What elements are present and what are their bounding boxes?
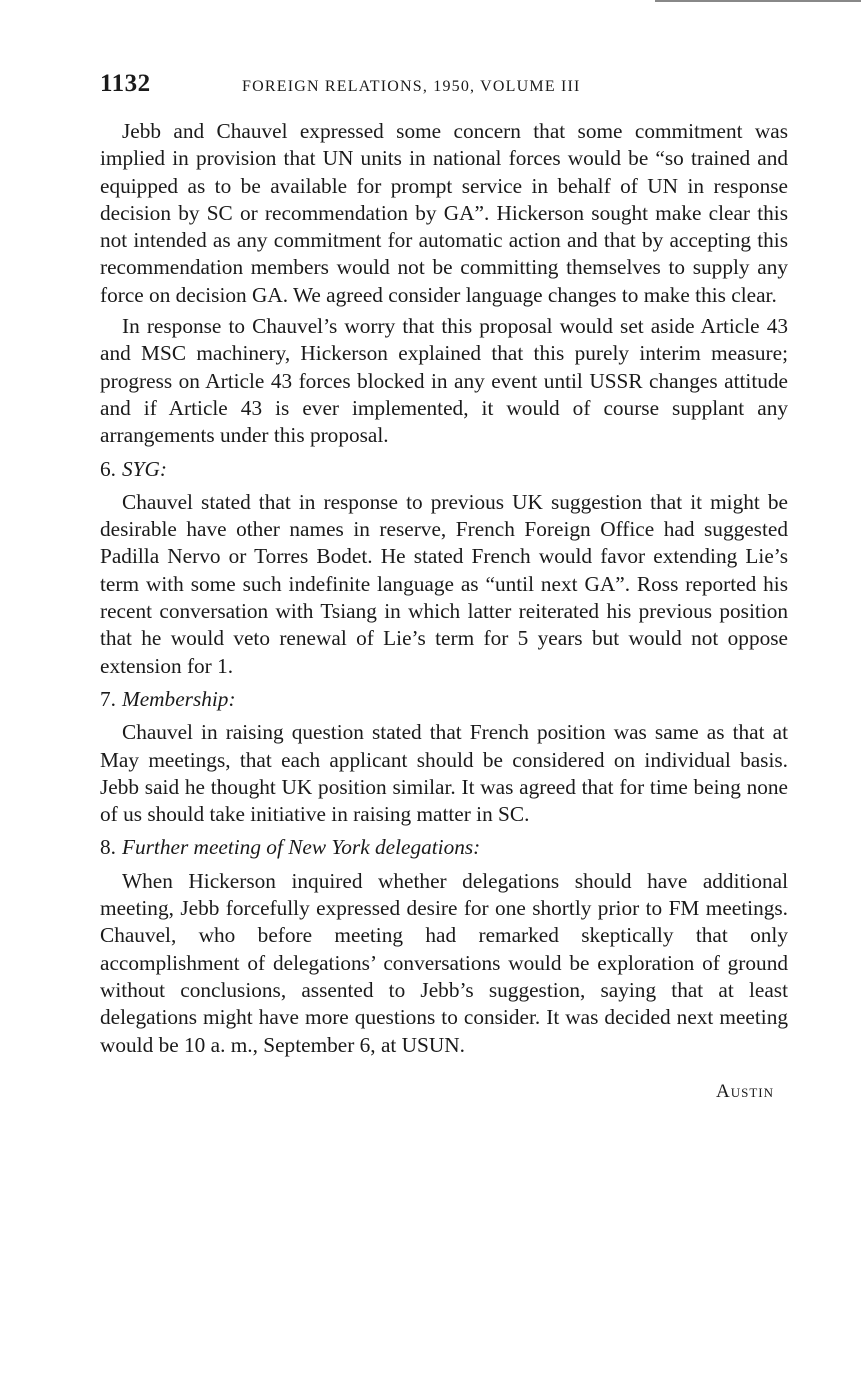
section-heading-membership <box>100 686 788 713</box>
section-title: SYG: <box>121 456 167 481</box>
section-heading-syg <box>100 456 788 483</box>
paragraph-syg: Chauvel stated that in response to previous UK suggestion that it might be desirable have other names in reserve, French Foreign Office had suggested Padilla Nervo or Torres Bodet. He stated French would favor extending Lie’s term with some such indefinite language as “until next GA”. Ross reported his recent conversation with Tsiang in which latter reiterated his previous position that he would veto renewal of Lie’s term for 5 years but would not oppose extension for 1. <box>100 489 788 678</box>
signature <box>100 1081 788 1103</box>
paragraph-further-meeting: When Hickerson inquired whether delegations should have additional meeting, Jebb forcefully expressed desire for one shortly prior to FM meetings. Chauvel, who before meeting had remarked skeptically that only accomplishment of delegations’ conversations would be exploration of ground without conclusions, assented to Jebb’s suggestion, saying that at least delegations might have more questions to consider. It was decided next meeting would be 10 a. m., September 6, at USUN. <box>100 868 788 1057</box>
section-number: 7. <box>100 686 116 711</box>
page-number: 1132 <box>100 70 151 97</box>
section-heading-further-meeting <box>100 834 788 861</box>
running-header <box>100 70 788 104</box>
section-title: Further meeting of New York delegations: <box>121 835 481 860</box>
running-header-title: FOREIGN RELATIONS, 1950, VOLUME III <box>242 78 581 95</box>
section-title: Membership: <box>121 686 236 711</box>
signature-name: Austin <box>716 1080 774 1102</box>
top-edge-rule <box>655 0 861 2</box>
paragraph-membership: Chauvel in raising question stated that French position was same as that at May meetings, that each applicant should be considered on individual basis. Jebb said he thought UK position similar. It was agreed that for time being none of us should take initiative in raising matter in SC. <box>100 720 788 827</box>
paragraph-article-43: In response to Chauvel’s worry that this proposal would set aside Article 43 and MSC machinery, Hickerson explained that this purely interim measure; progress on Article 43 forces blocked in any event until USSR changes attitude and if Article 43 is ever implemented, it would of course supplant any arrangements under this proposal. <box>100 314 788 448</box>
section-number: 6. <box>100 456 116 481</box>
section-number: 8. <box>100 835 116 860</box>
document-page <box>100 70 788 1103</box>
paragraph-commitment-concern: Jebb and Chauvel expressed some concern that some commitment was implied in provision that UN units in national forces would be “so trained and equipped as to be available for prompt service in behalf of UN in response decision by SC or recommendation by GA”. Hickerson sought make clear this not intended as any commitment for automatic action and that by accepting this recommendation members would not be committing themselves to supply any force on decision GA. We agreed consider language changes to make this clear. <box>100 119 788 307</box>
